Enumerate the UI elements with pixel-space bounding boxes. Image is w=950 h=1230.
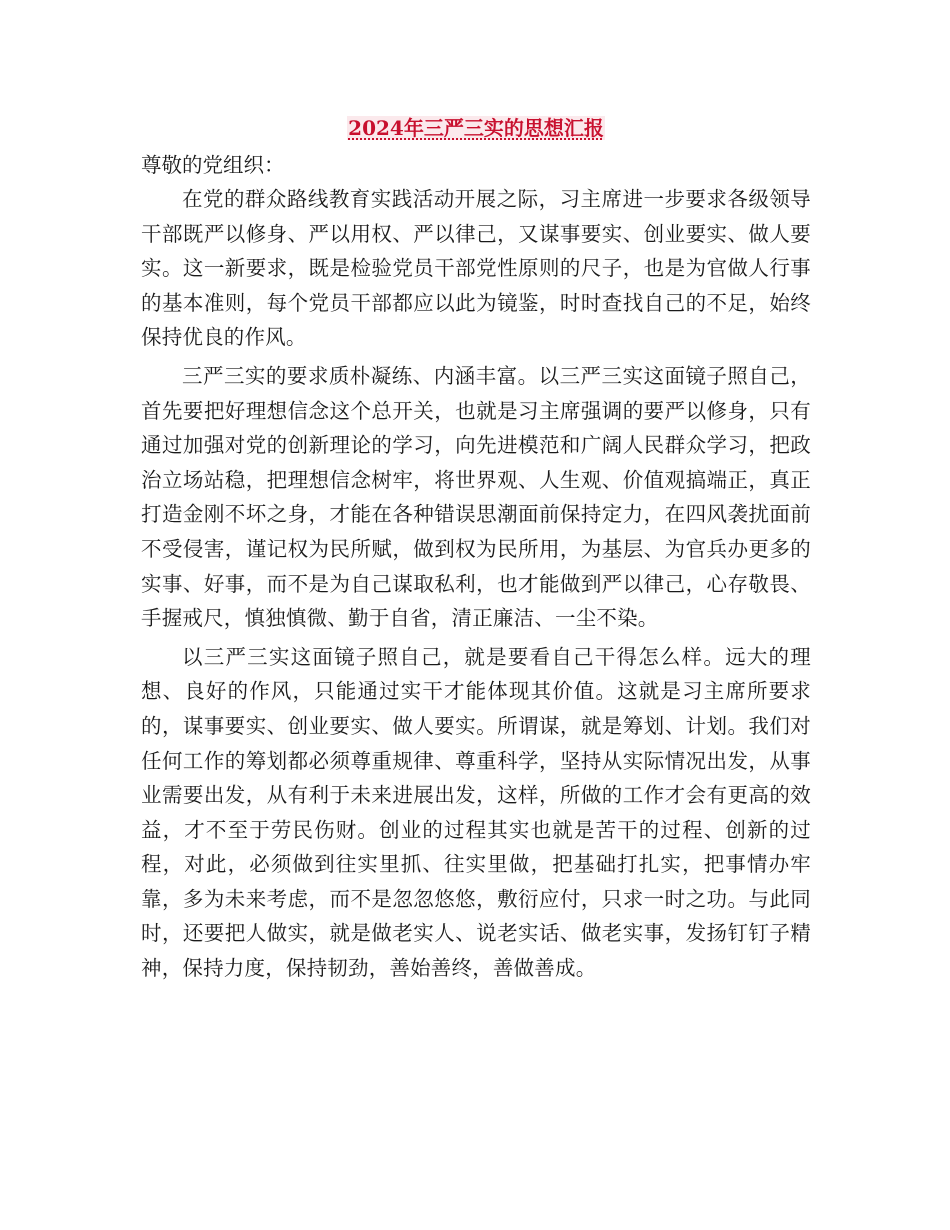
document-title (141, 114, 811, 142)
paragraph-1: 在党的群众路线教育实践活动开展之际，习主席进一步要求各级领导干部既严以修身、严以用权、严以律己，又谋事要实、创业要实、做人要实。这一新要求，既是检验党员干部党性原则的尺子，也是为官做人行事的基本准则，每个党员干部都应以此为镜鉴，时时查找自己的不足，始终保持优良的作风。 (141, 187, 811, 350)
paragraph-2: 三严三实的要求质朴凝练、内涵丰富。以三严三实这面镜子照自己，首先要把好理想信念这个总开关，也就是习主席强调的要严以修身，只有通过加强对党的创新理论的学习，向先进模范和广阔人民群众学习，把政治立场站稳，把理想信念树牢，将世界观、人生观、价值观搞端正，真正打造金刚不坏之身，才能在各种错误思潮面前保持定力，在四风袭扰面前不受侵害，谨记权为民所赋，做到权为民所用，为基层、为官兵办更多的实事、好事，而不是为自己谋取私利，也才能做到严以律己，心存敬畏、手握戒尺，慎独慎微、勤于自省，清正廉洁、一尘不染。 (141, 363, 811, 631)
salutation: 尊敬的党组织： (141, 153, 285, 177)
document-title-text: 2024年三严三实的思想汇报 (348, 116, 604, 140)
document-body (141, 114, 811, 990)
paragraph-3: 以三严三实这面镜子照自己，就是要看自己干得怎么样。远大的理想、良好的作风，只能通过实干才能体现其价值。这就是习主席所要求的，谋事要实、创业要实、做人要实。所谓谋，就是筹划、计划。我们对任何工作的筹划都必须尊重规律、尊重科学，坚持从实际情况出发，从事业需要出发，从有利于未来进展出发，这样，所做的工作才会有更高的效益，才不至于劳民伤财。创业的过程其实也就是苦干的过程、创新的过程，对此，必须做到往实里抓、往实里做，把基础打扎实，把事情办牢靠，多为未来考虑，而不是忽忽悠悠，敷衍应付，只求一时之功。与此同时，还要把人做实，就是做老实人、说老实话、做老实事，发扬钉钉子精神，保持力度，保持韧劲，善始善终，善做善成。 (141, 644, 811, 981)
